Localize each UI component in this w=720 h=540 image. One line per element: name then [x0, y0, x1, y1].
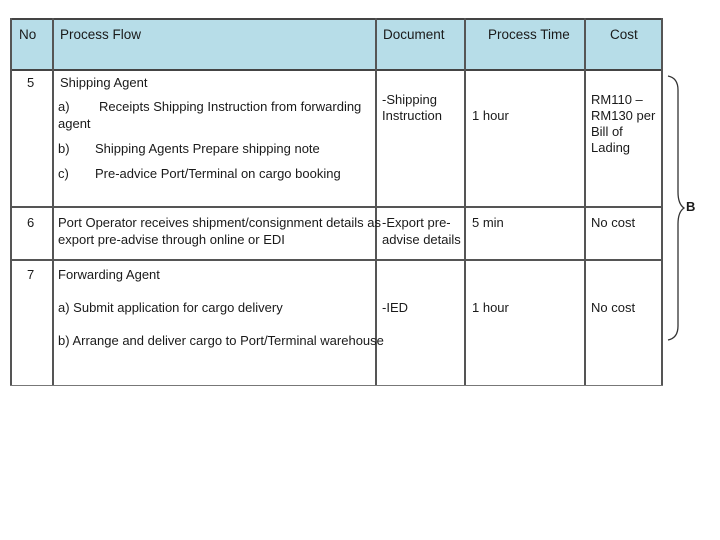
row-title: Port Operator receives shipment/consignment details as	[58, 215, 381, 230]
row-title: export pre-advise through online or EDI	[58, 232, 285, 247]
row-divider	[10, 206, 663, 208]
cost-text: No cost	[591, 300, 636, 315]
header-no: No	[19, 27, 37, 42]
step-text: Shipping Agents Prepare shipping note	[95, 141, 320, 156]
process-time: 5 min	[472, 215, 504, 230]
step-text: a) Submit application for cargo delivery	[58, 300, 283, 315]
grid-line	[584, 18, 586, 386]
step-marker: c)	[58, 166, 69, 181]
step-text: Pre-advice Port/Terminal on cargo booking	[95, 166, 341, 181]
row-divider	[10, 259, 663, 261]
row-number: 6	[27, 215, 35, 230]
step-marker: b)	[58, 141, 70, 156]
row-number: 5	[27, 75, 35, 90]
process-time: 1 hour	[472, 300, 509, 315]
document-text: -IED	[382, 300, 408, 315]
row-title: Shipping Agent	[60, 75, 148, 90]
grid-line	[52, 18, 54, 386]
document-text: Instruction	[382, 108, 442, 123]
grid-line	[464, 18, 466, 386]
cost-text: RM130 per	[591, 108, 656, 123]
cost-text: Bill of	[591, 124, 623, 139]
row-divider	[10, 385, 663, 386]
step-text-cont: agent	[58, 116, 91, 131]
step-marker: a)	[58, 99, 70, 114]
header-process-time: Process Time	[488, 27, 570, 42]
row-title: Forwarding Agent	[58, 267, 160, 282]
cost-text: Lading	[591, 140, 631, 155]
grid-line	[375, 18, 377, 386]
step-text: Receipts Shipping Instruction from forwarding	[99, 99, 362, 114]
brace-label: B	[686, 199, 696, 214]
grid-line	[10, 18, 12, 386]
curly-brace-icon	[666, 74, 686, 342]
header-document: Document	[383, 27, 445, 42]
document-text: advise details	[382, 232, 461, 247]
cost-text: No cost	[591, 215, 636, 230]
document-text: -Export pre-	[382, 215, 451, 230]
header-cost: Cost	[610, 27, 638, 42]
step-text: b) Arrange and deliver cargo to Port/Terminal warehouse	[58, 333, 384, 348]
process-time: 1 hour	[472, 108, 509, 123]
cost-text: RM110 –	[591, 92, 643, 107]
header-process-flow: Process Flow	[60, 27, 142, 42]
document-text: -Shipping	[382, 92, 437, 107]
row-number: 7	[27, 267, 35, 282]
table-header	[10, 18, 663, 71]
grid-line	[661, 18, 663, 386]
